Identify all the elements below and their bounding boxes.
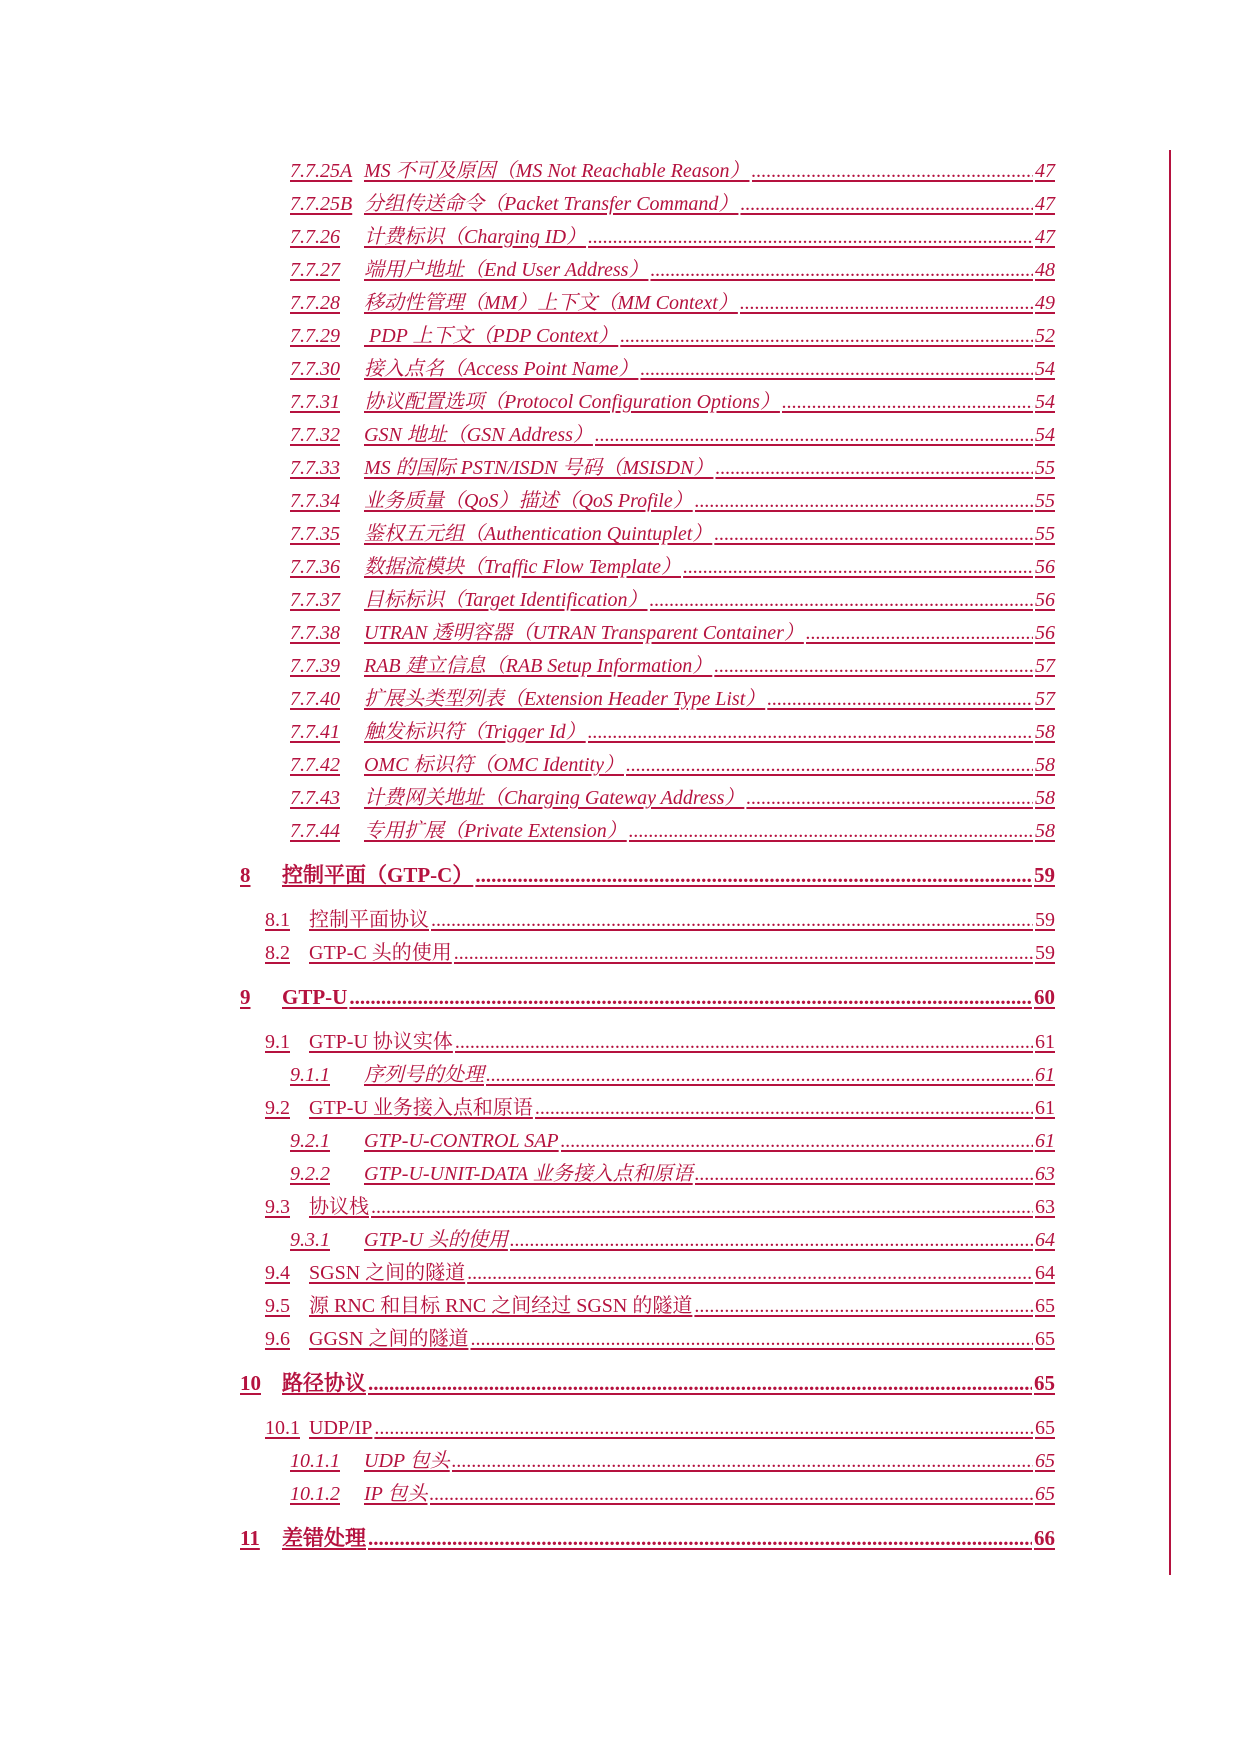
toc-entry-page: 65 [1034,1371,1055,1395]
toc-entry[interactable] [290,353,1055,386]
toc-dot-leader [368,1521,1032,1555]
toc-entry-title: GTP-C 头的使用 [309,942,452,964]
toc-entry-title: GTP-U 协议实体 [309,1031,453,1053]
toc-entry-number: 10.1.2 [290,1483,340,1505]
toc-entry-page: 65 [1035,1417,1055,1439]
toc-entry-title: GTP-U-CONTROL SAP [364,1130,559,1152]
toc-entry[interactable] [265,1257,1055,1290]
toc-entry-page: 63 [1035,1163,1055,1185]
toc-dot-leader [430,1478,1033,1511]
toc-entry-title: 控制平面协议 [309,909,429,931]
toc-entry-page: 56 [1035,589,1055,611]
toc-entry-number: 9 [240,985,251,1009]
toc-entry[interactable] [265,904,1055,937]
toc-dot-leader [782,386,1033,419]
toc-entry-title: UTRAN 透明容器（UTRAN Transparent Container） [364,622,804,644]
toc-dot-leader [683,551,1033,584]
toc-dot-leader [714,518,1033,551]
toc-entry-title: 协议配置选项（Protocol Configuration Options） [364,391,780,413]
toc-dot-leader [368,1366,1032,1400]
toc-entry-title: 业务质量（QoS）描述（QoS Profile） [364,490,693,512]
toc-entry[interactable] [265,1191,1055,1224]
toc-entry-title: GSN 地址（GSN Address） [364,424,593,446]
toc-entry[interactable] [290,1445,1055,1478]
toc-entry-title: 接入点名（Access Point Name） [364,358,639,380]
toc-entry-number: 8 [240,863,251,887]
toc-entry[interactable] [290,650,1055,683]
toc-entry-title: 路径协议 [282,1371,366,1395]
toc-dot-leader [746,782,1033,815]
toc-entry[interactable] [265,1290,1055,1323]
toc-entry-number: 9.1 [265,1031,290,1053]
toc-entry-page: 65 [1035,1483,1055,1505]
toc-dot-leader [535,1092,1033,1125]
toc-entry-page: 54 [1035,391,1055,413]
toc-entry-number: 9.4 [265,1262,290,1284]
toc-dot-leader [467,1257,1033,1290]
toc-entry[interactable] [290,287,1055,320]
toc-entry-title: 移动性管理（MM）上下文（MM Context） [364,292,738,314]
toc-entry[interactable] [240,980,1055,1014]
toc-entry-page: 49 [1035,292,1055,314]
toc-entry-page: 64 [1035,1262,1055,1284]
toc-entry[interactable] [290,815,1055,848]
toc-entry[interactable] [290,749,1055,782]
toc-entry-page: 65 [1035,1295,1055,1317]
toc-entry-page: 59 [1035,909,1055,931]
toc-entry[interactable] [290,386,1055,419]
toc-entry-page: 59 [1034,863,1055,887]
toc-entry-title: OMC 标识符（OMC Identity） [364,754,624,776]
toc-dot-leader [510,1224,1033,1257]
toc-entry-number: 7.7.37 [290,589,340,611]
toc-entry-page: 64 [1035,1229,1055,1251]
toc-entry-number: 7.7.25A [290,160,353,182]
toc-entry-number: 9.5 [265,1295,290,1317]
toc-dot-leader [752,155,1034,188]
toc-entry[interactable] [240,858,1055,892]
toc-entry-number: 7.7.26 [290,226,340,248]
toc-entry-number: 9.1.1 [290,1064,330,1086]
toc-entry-page: 47 [1035,226,1055,248]
toc-entry[interactable] [290,716,1055,749]
toc-entry[interactable] [290,1478,1055,1511]
toc-entry[interactable] [290,485,1055,518]
toc-entry-title: 协议栈 [309,1196,369,1218]
toc-dot-leader [588,716,1033,749]
toc-entry-page: 56 [1035,556,1055,578]
toc-entry-page: 55 [1035,523,1055,545]
toc-entry-page: 65 [1035,1450,1055,1472]
toc-entry-title: 触发标识符（Trigger Id） [364,721,586,743]
toc-dot-leader [650,254,1033,287]
toc-entry[interactable] [290,1224,1055,1257]
toc-entry-number: 7.7.41 [290,721,340,743]
toc-entry-number: 10.1 [265,1417,300,1439]
toc-entry-page: 57 [1035,655,1055,677]
toc-dot-leader [595,419,1033,452]
toc-entry-page: 47 [1035,160,1055,182]
toc-entry-page: 58 [1035,721,1055,743]
toc-entry-title: 目标标识（Target Identification） [364,589,648,611]
toc-entry-number: 9.2 [265,1097,290,1119]
toc-entry-page: 61 [1035,1130,1055,1152]
toc-entry-number: 10.1.1 [290,1450,340,1472]
toc-dot-leader [740,188,1033,221]
toc-entry[interactable] [265,1092,1055,1125]
toc-entry-page: 58 [1035,820,1055,842]
toc-dot-leader [349,980,1032,1014]
toc-entry[interactable] [290,419,1055,452]
toc-entry-title: GTP-U 业务接入点和原语 [309,1097,533,1119]
toc-entry-page: 63 [1035,1196,1055,1218]
toc-entry-number: 9.3.1 [290,1229,330,1251]
toc-dot-leader [455,1026,1033,1059]
toc-entry-number: 7.7.44 [290,820,340,842]
toc-entry-page: 57 [1035,688,1055,710]
page-right-border [1169,150,1171,1575]
toc-entry-number: 7.7.29 [290,325,340,347]
toc-entry-number: 7.7.40 [290,688,340,710]
toc-dot-leader [694,1290,1033,1323]
toc-entry[interactable] [290,452,1055,485]
toc-entry-page: 59 [1035,942,1055,964]
toc-entry-title: GTP-U [282,985,348,1009]
toc-entry-title: GGSN 之间的隧道 [309,1328,469,1350]
toc-entry-title: MS 不可及原因（MS Not Reachable Reason） [364,160,750,182]
toc-entry-title: RAB 建立信息（RAB Setup Information） [364,655,713,677]
toc-entry-title: 分组传送命令（Packet Transfer Command） [364,193,739,215]
toc-entry-title: 序列号的处理 [364,1064,484,1086]
toc-entry-title: 鉴权五元组（Authentication Quintuplet） [364,523,713,545]
toc-entry[interactable] [290,782,1055,815]
toc-dot-leader [374,1412,1033,1445]
table-of-contents [240,155,1055,1567]
toc-dot-leader [470,1323,1033,1356]
toc-entry-number: 7.7.33 [290,457,340,479]
toc-entry[interactable] [290,320,1055,353]
toc-entry[interactable] [290,584,1055,617]
toc-entry-title: SGSN 之间的隧道 [309,1262,466,1284]
toc-entry-page: 60 [1034,985,1055,1009]
toc-dot-leader [454,937,1033,970]
toc-entry-title: GTP-U 头的使用 [364,1229,508,1251]
toc-dot-leader [588,221,1033,254]
toc-entry-number: 9.2.1 [290,1130,330,1152]
toc-entry-page: 48 [1035,259,1055,281]
toc-dot-leader [629,815,1033,848]
toc-entry[interactable] [290,518,1055,551]
toc-entry[interactable] [290,1125,1055,1158]
toc-entry-title: 端用户地址（End User Address） [364,259,649,281]
toc-entry[interactable] [265,937,1055,970]
toc-entry-number: 8.2 [265,942,290,964]
toc-entry[interactable] [290,1059,1055,1092]
toc-entry[interactable] [240,1521,1055,1555]
toc-entry-number: 9.2.2 [290,1163,330,1185]
toc-dot-leader [714,650,1033,683]
toc-entry-title: 控制平面（GTP-C） [282,863,474,887]
toc-dot-leader [695,1158,1033,1191]
toc-entry-number: 7.7.42 [290,754,340,776]
toc-entry-title: IP 包头 [364,1483,428,1505]
toc-entry-number: 7.7.36 [290,556,340,578]
toc-dot-leader [715,452,1033,485]
toc-entry-page: 61 [1035,1097,1055,1119]
toc-entry-page: 54 [1035,358,1055,380]
toc-dot-leader [806,617,1033,650]
toc-entry-page: 47 [1035,193,1055,215]
toc-dot-leader [475,858,1032,892]
toc-entry-number: 7.7.25B [290,193,353,215]
toc-entry-page: 55 [1035,457,1055,479]
toc-entry-page: 55 [1035,490,1055,512]
toc-entry-number: 7.7.30 [290,358,340,380]
toc-dot-leader [371,1191,1033,1224]
toc-entry-page: 58 [1035,754,1055,776]
toc-entry-page: 61 [1035,1031,1055,1053]
toc-entry-title: 源 RNC 和目标 RNC 之间经过 SGSN 的隧道 [309,1295,693,1317]
toc-dot-leader [620,320,1033,353]
toc-dot-leader [767,683,1033,716]
toc-entry-number: 7.7.32 [290,424,340,446]
toc-entry-page: 58 [1035,787,1055,809]
toc-entry[interactable] [290,683,1055,716]
toc-dot-leader [561,1125,1033,1158]
toc-entry-page: 52 [1035,325,1055,347]
toc-entry-number: 7.7.31 [290,391,340,413]
toc-entry[interactable] [265,1412,1055,1445]
toc-entry-title: GTP-U-UNIT-DATA 业务接入点和原语 [364,1163,693,1185]
toc-entry[interactable] [290,1158,1055,1191]
toc-entry-number: 7.7.35 [290,523,340,545]
toc-entry[interactable] [290,221,1055,254]
toc-entry-number: 8.1 [265,909,290,931]
toc-entry-number: 7.7.34 [290,490,340,512]
toc-entry-number: 9.6 [265,1328,290,1350]
toc-entry-page: 56 [1035,622,1055,644]
toc-entry-page: 54 [1035,424,1055,446]
toc-entry-page: 61 [1035,1064,1055,1086]
toc-entry-number: 10 [240,1371,261,1395]
toc-entry[interactable] [290,617,1055,650]
toc-dot-leader [486,1059,1033,1092]
toc-entry-number: 9.3 [265,1196,290,1218]
toc-entry-title: 数据流模块（Traffic Flow Template） [364,556,682,578]
toc-dot-leader [640,353,1033,386]
toc-entry[interactable] [265,1026,1055,1059]
toc-entry[interactable] [265,1323,1055,1356]
toc-entry-page: 65 [1035,1328,1055,1350]
toc-entry[interactable] [290,155,1055,188]
toc-dot-leader [695,485,1033,518]
toc-entry-title: MS 的国际 PSTN/ISDN 号码（MSISDN） [364,457,714,479]
toc-entry-title: 差错处理 [282,1526,366,1550]
toc-dot-leader [452,1445,1033,1478]
toc-entry-page: 66 [1034,1526,1055,1550]
toc-entry[interactable] [290,551,1055,584]
toc-entry-number: 7.7.38 [290,622,340,644]
toc-dot-leader [650,584,1033,617]
toc-dot-leader [626,749,1033,782]
toc-entry[interactable] [240,1366,1055,1400]
toc-entry-number: 7.7.43 [290,787,340,809]
toc-entry[interactable] [290,254,1055,287]
toc-entry[interactable] [290,188,1055,221]
toc-entry-number: 7.7.27 [290,259,340,281]
toc-entry-number: 7.7.39 [290,655,340,677]
toc-entry-title: UDP/IP [309,1417,373,1439]
toc-entry-title: 扩展头类型列表（Extension Header Type List） [364,688,766,710]
toc-entry-title: 专用扩展（Private Extension） [364,820,627,842]
toc-entry-number: 11 [240,1526,260,1550]
toc-dot-leader [740,287,1033,320]
toc-entry-title: 计费网关地址（Charging Gateway Address） [364,787,745,809]
toc-entry-title: PDP 上下文（PDP Context） [364,325,619,347]
toc-entry-number: 7.7.28 [290,292,340,314]
toc-entry-title: 计费标识（Charging ID） [364,226,587,248]
toc-dot-leader [431,904,1033,937]
toc-entry-title: UDP 包头 [364,1450,450,1472]
